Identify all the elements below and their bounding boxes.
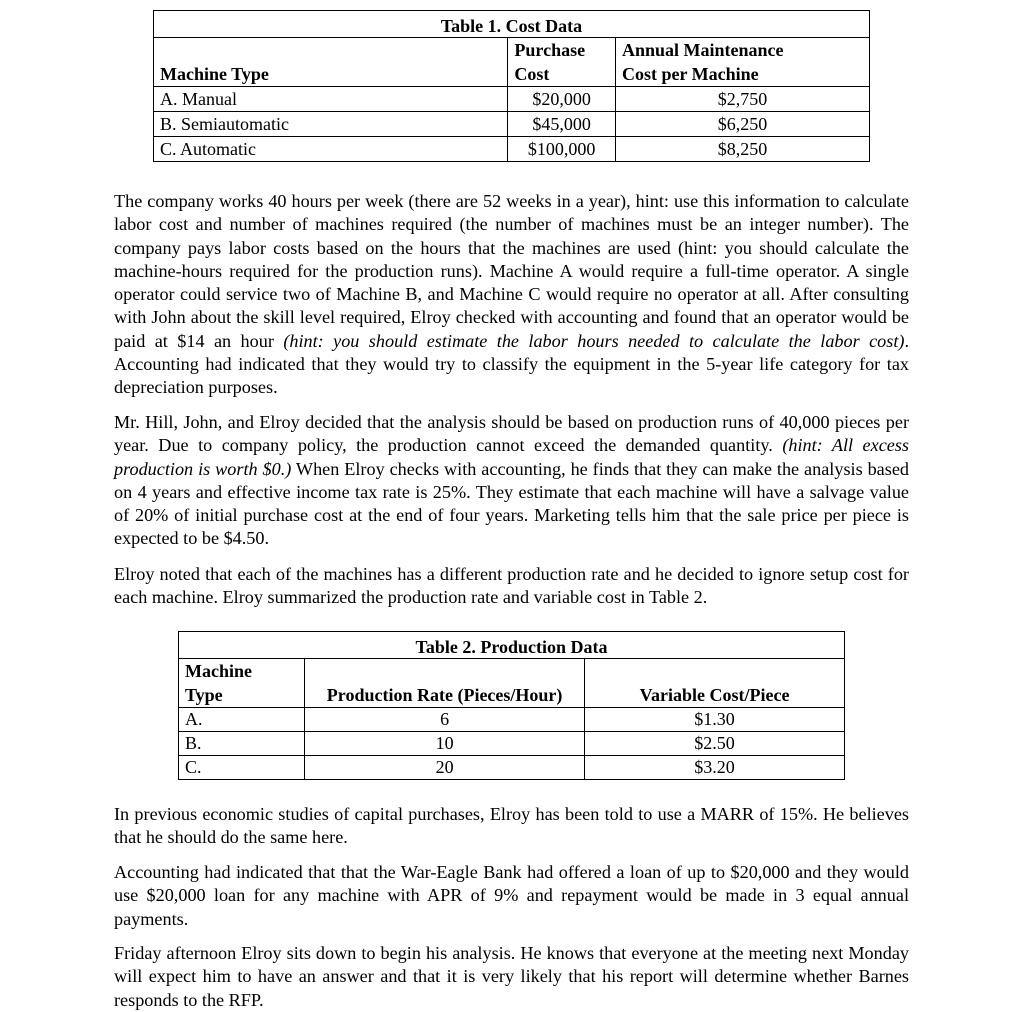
- table2-header-machine-type: Machine Type: [179, 659, 305, 708]
- cost-data-table: [153, 10, 870, 162]
- production-rate-cell: 20: [305, 756, 585, 780]
- variable-cost-cell: $3.20: [585, 756, 845, 780]
- table2-header-variable-cost: Variable Cost/Piece: [585, 659, 845, 708]
- table-row: [154, 87, 870, 112]
- purchase-cost-cell: $45,000: [508, 112, 616, 137]
- paragraph-production-rate: Elroy noted that each of the machines has a different production rate and he decided to ignore setup cost for each machine. Elroy summarized the production rate and variable cost in Table 2.: [114, 564, 909, 608]
- table2-header-production-rate: Production Rate (Pieces/Hour): [305, 659, 585, 708]
- machine-type-cell: B.: [179, 732, 305, 756]
- production-data-table: [178, 631, 845, 780]
- variable-cost-cell: $2.50: [585, 732, 845, 756]
- table1-header-annual-maintenance: Annual Maintenance Cost per Machine: [615, 38, 869, 87]
- maintenance-cost-cell: $2,750: [615, 87, 869, 112]
- table-row: [154, 112, 870, 137]
- machine-type-cell: C. Automatic: [154, 137, 508, 162]
- paragraph-analysis: Friday afternoon Elroy sits down to begin his analysis. He knows that everyone at the meeting next Monday will expect him to have an answer and that it is very likely that his report will determine whether Barnes responds to the RFP.: [114, 943, 909, 1010]
- paragraph-labor-info: The company works 40 hours per week (there are 52 weeks in a year), hint: use this information to calculate labor cost and number of machines required (the number of machines must be an integer number). The company pays labor costs based on the hours that the machines are used (hint: you should calculate the machine-hours required for the production runs). Machine A would require a full-time operator. A single operator could service two of Machine B, and Machine C would require no operator at all. After consulting with John about the skill level required, Elroy checked with accounting and found that an operator would be paid at $14 an hour (hint: you should estimate the labor hours needed to calculate the labor cost). Accounting had indicated that they would try to classify the equipment in the 5-year life category for tax depreciation purposes.: [114, 191, 909, 398]
- production-rate-cell: 10: [305, 732, 585, 756]
- table-row: [179, 756, 845, 780]
- table2-title: Table 2. Production Data: [179, 632, 845, 659]
- variable-cost-cell: $1.30: [585, 708, 845, 732]
- maintenance-cost-cell: $8,250: [615, 137, 869, 162]
- paragraph-marr: In previous economic studies of capital purchases, Elroy has been told to use a MARR of 15%. He believes that he should do the same here.: [114, 804, 909, 848]
- purchase-cost-cell: $20,000: [508, 87, 616, 112]
- machine-type-cell: A. Manual: [154, 87, 508, 112]
- table1-header-purchase-cost: Purchase Cost: [508, 38, 616, 87]
- table1-title: Table 1. Cost Data: [154, 11, 870, 38]
- table-row: [179, 732, 845, 756]
- table-row: [154, 137, 870, 162]
- maintenance-cost-cell: $6,250: [615, 112, 869, 137]
- paragraph-production-runs: Mr. Hill, John, and Elroy decided that the analysis should be based on production runs of 40,000 pieces per year. Due to company policy, the production cannot exceed the demanded quantity. (hint: All excess production is worth $0.) When Elroy checks with accounting, he finds that they can make the analysis based on 4 years and effective income tax rate is 25%. They estimate that each machine will have a salvage value of 20% of initial purchase cost at the end of four years. Marketing tells him that the sale price per piece is expected to be $4.50.: [114, 412, 909, 549]
- table-row: [179, 708, 845, 732]
- machine-type-cell: B. Semiautomatic: [154, 112, 508, 137]
- production-rate-cell: 6: [305, 708, 585, 732]
- machine-type-cell: A.: [179, 708, 305, 732]
- machine-type-cell: C.: [179, 756, 305, 780]
- paragraph-loan: Accounting had indicated that that the War-Eagle Bank had offered a loan of up to $20,000 and they would use $20,000 loan for any machine with APR of 9% and repayment would be made in 3 equal annual payments.: [114, 862, 909, 929]
- table1-header-machine-type: Machine Type: [154, 38, 508, 87]
- purchase-cost-cell: $100,000: [508, 137, 616, 162]
- labor-hint: (hint: you should estimate the labor hours needed to calculate the labor cost): [283, 330, 905, 351]
- excess-production-hint: (hint: All excess production is worth $0.): [114, 435, 909, 479]
